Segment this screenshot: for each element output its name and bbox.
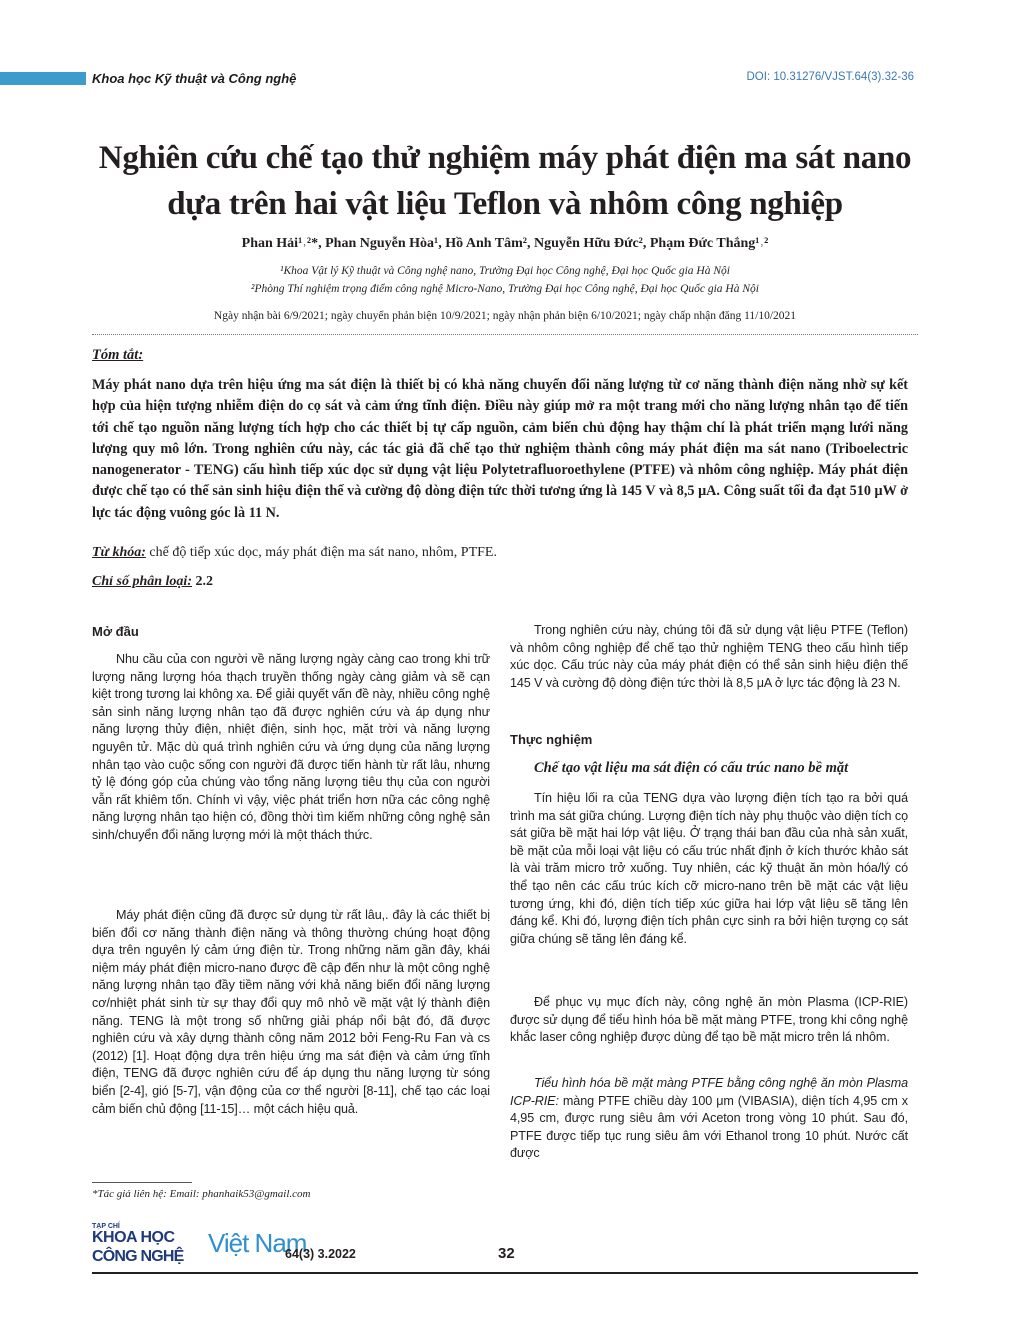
right-p4-italic: Tiểu hình hóa bề mặt màng PTFE bằng công nghệ ăn mòn Plasma ICP-RIE:: [510, 1076, 908, 1108]
methods-heading: Thực nghiệm: [510, 732, 593, 747]
logo-line-1: KHOA HỌC: [92, 1229, 175, 1246]
issue-number: 64(3) 3.2022: [285, 1247, 356, 1261]
page-number: 32: [498, 1245, 515, 1262]
logo-small-text: TẠP CHÍ: [92, 1223, 120, 1230]
right-p1-text: Trong nghiên cứu này, chúng tôi đã sử dụng vật liệu PTFE (Teflon) và nhôm công nghiệp để chế tạo thử nghiệm TENG theo cấu hình tiếp xúc dọc. Cấu trúc này của máy phát điện có thể sản sinh hiệu điện thế 145 V và cường độ dòng điện tức thời là 8,5 μA ở lực tác động là 23 N.: [510, 623, 908, 690]
abstract-text: Máy phát nano dựa trên hiệu ứng ma sát điện là thiết bị có khả năng chuyển đổi năng lượng từ cơ năng thành điện năng nhờ sự kết hợp của hiện tượng nhiễm điện do cọ sát và cảm ứng tĩnh điện. Điều này giúp mở ra một trang mới cho năng lượng nhân tạo để tiến tới chế tạo nguồn năng lượng tích hợp cho các thiết bị tự cấp nguồn, cảm biến chủ động hay thậm chí là phát triển mạng lưới năng lượng quy mô lớn. Trong nghiên cứu này, các tác giả đã chế tạo thử nghiệm thành công máy phát điện ma sát nano (Triboelectric nanogenerator - TENG) cấu hình tiếp xúc dọc sử dụng vật liệu Polytetrafluoroethylene (PTFE) và nhôm công nghiệp. Máy phát điện được chế tạo có thể sản sinh hiệu điện thế và cường độ dòng điện tức thời tương ứng là 145 V và 8,5 μA. Công suất tối đa đạt 510 μW ở lực tác động vuông góc là 11 N.: [92, 377, 908, 521]
right-p3-text: Để phục vụ mục đích này, công nghệ ăn mòn Plasma (ICP-RIE) được sử dụng để tiểu hình hóa bề mặt màng PTFE, trong khi công nghệ khắc laser công nghiệp được dùng để tạo bề mặt micro trên lá nhôm.: [510, 995, 908, 1045]
methods-subheading: Chế tạo vật liệu ma sát điện có cấu trúc nano bề mặt: [534, 760, 849, 776]
intro-p1-text: Nhu cầu của con người về năng lượng ngày càng cao trong khi trữ lượng năng lượng hóa thạch truyền thống ngày càng giảm và sẽ cạn kiệt trong tương lai không xa. Để giải quyết vấn đề này, nhiều công nghệ sản sinh năng lượng nhân tạo đã được nghiên cứu và áp dụng như năng lượng thủy điện, nhiệt điện, sinh học, mặt trời và năng lượng nguyên tử. Mặc dù quá trình nghiên cứu và ứng dụng của năng lượng nhân tạo vào cuộc sống con người đã được tiến hành từ rất lâu, nhưng tỷ lệ đóng góp của chúng vào tổng năng lượng tiêu thụ của con người vẫn rất khiêm tốn. Chính vì vậy, việc phát triển hơn nữa các công nghệ năng lượng nhân tạo hiện có, đồng thời tìm kiếm những công nghệ sản sinh/chuyển đổi năng lượng mới là một thách thức.: [92, 652, 490, 842]
title-line-1: Nghiên cứu chế tạo thử nghiệm máy phát điện ma sát nano: [98, 140, 912, 176]
journal-logo: [92, 1223, 204, 1273]
title-line-2: dựa trên hai vật liệu Teflon và nhôm công nghiệp: [167, 186, 843, 222]
corresponding-author-footnote: *Tác giả liên hệ: Email: phanhaik53@gmail.com: [92, 1188, 311, 1200]
right-paragraph-3: [510, 994, 908, 1047]
intro-paragraph-1: [92, 651, 490, 845]
doi-link[interactable]: DOI: 10.31276/VJST.64(3).32-36: [746, 71, 914, 83]
submission-dates: Ngày nhận bài 6/9/2021; ngày chuyển phản biện 10/9/2021; ngày nhận phản biện 6/10/2021; ngày chấp nhận đăng 11/10/2021: [213, 310, 797, 322]
abstract-label: Tóm tắt:: [92, 347, 144, 363]
dotted-divider: [92, 334, 918, 335]
classification: [92, 574, 213, 590]
right-p2-text: Tín hiệu lối ra của TENG dựa vào lượng điện tích tạo ra bởi quá trình ma sát giữa chúng. Lượng điện tích này phụ thuộc vào diện tích cọ sát giữa bề mặt hai lớp vật liệu. Ở trạng thái ban đầu của nhà sản xuất, bề mặt của mỗi loại vật liệu có cấu trúc nhất định ở kích thước khảo sát là vài trăm micro trở xuống. Tuy nhiên, các kỹ thuật ăn mòn hóa/lý có thể tạo nên các cấu trúc kích cỡ micro-nano trên bề mặt các vật liệu tương ứng, khi đó, diện tích tiếp xúc giữa hai lớp vật liệu sẽ tăng lên đáng kể. Khi đó, lượng điện tích phân cực sinh ra bởi hiện tượng cọ sát giữa chúng sẽ tăng lên đáng kể.: [510, 791, 908, 946]
keywords-label: Từ khóa:: [92, 545, 146, 560]
footnote-rule: [92, 1182, 192, 1183]
intro-heading: Mở đầu: [92, 624, 139, 639]
article-title: [60, 135, 950, 227]
right-p4-text: [510, 1075, 908, 1163]
keywords-value: chế độ tiếp xúc dọc, máy phát điện ma sát nano, nhôm, PTFE.: [149, 545, 497, 560]
intro-p2-text: Máy phát điện cũng đã được sử dụng từ rất lâu,. đây là các thiết bị biến đổi cơ năng thành điện năng và thông thường chúng hoạt động dựa trên nguyên lý cảm ứng điện từ. Trong những năm gần đây, khái niệm máy phát điện micro-nano được đề cập đến như là một công nghệ năng lượng nhân tạo đầy tiềm năng với khả năng biến đổi năng lượng cơ/nhiệt phát sinh từ sự thay đổi quy mô nhỏ về mặt vật lý thành điện năng. TENG là một trong số những giải pháp nổi bật đó, đã được nghiên cứu và xây dựng thành công năm 2012 bởi Feng-Ru Fan và cs (2012) [1]. Hoạt động dựa trên hiệu ứng ma sát điện và cảm ứng tĩnh điện, TENG đã được nghiên cứu để áp dụng thu năng lượng từ sóng biển [2-4], gió [5-7], vận động của cơ thể người [8-11], chế tạo các loại cảm biến chủ động [11-15]… một cách hiệu quả.: [92, 908, 490, 1116]
classification-value: 2.2: [195, 574, 213, 589]
right-paragraph-2: [510, 790, 908, 948]
header-accent-bar: [0, 72, 86, 85]
author-list: Phan Hải¹˒²*, Phan Nguyễn Hòa¹, Hồ Anh Tâm², Nguyễn Hữu Đức², Phạm Đức Thắng¹˒²: [241, 236, 769, 251]
affiliation-2: ²Phòng Thí nghiệm trọng điểm công nghệ Micro-Nano, Trường Đại học Công nghệ, Đại học Quốc gia Hà Nội: [251, 283, 759, 295]
footer-rule: [92, 1272, 918, 1274]
journal-section-name: Khoa học Kỹ thuật và Công nghệ: [92, 71, 297, 86]
classification-label: Chỉ số phân loại:: [92, 574, 192, 589]
right-paragraph-1: [510, 622, 908, 692]
logo-line-2: CÔNG NGHỆ: [92, 1248, 184, 1265]
intro-paragraph-2: [92, 907, 490, 1118]
right-p4-rest: màng PTFE chiều dày 100 μm (VIBASIA), diện tích 4,95 cm x 4,95 cm, được rung siêu âm với Aceton trong vòng 10 phút. Sau đó, PTFE được tiếp tục rung siêu âm với Ethanol trong 10 phút. Nước cất được: [510, 1093, 908, 1161]
keywords: [92, 545, 497, 561]
affiliation-1: ¹Khoa Vật lý Kỹ thuật và Công nghệ nano, Trường Đại học Công nghệ, Đại học Quốc gia Hà Nội: [280, 265, 730, 277]
right-paragraph-4: [510, 1075, 908, 1163]
logo-vietnam: Việt Nam: [208, 1228, 307, 1258]
